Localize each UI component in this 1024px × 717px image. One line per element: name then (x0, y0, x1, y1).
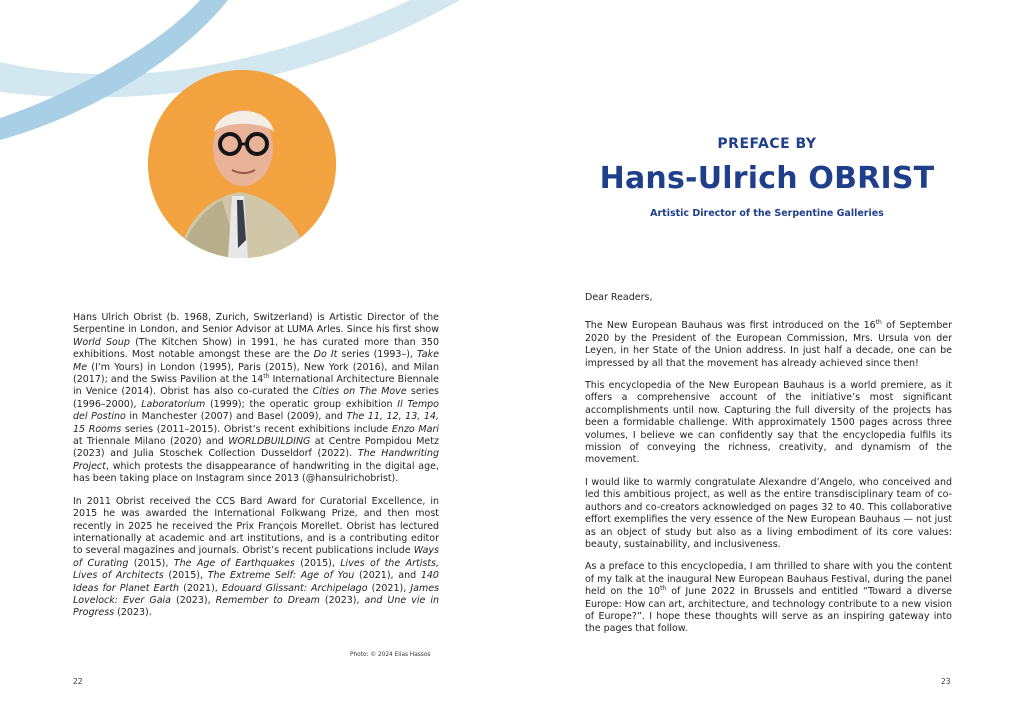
text-run: of June 2022 in Brussels and entitled “Toward a diverse Europe: How can art, architecture, and technology contribute to a new vision of Europe?”. I hope these thoughts will serve as an inspiring gateway into the pages that follow. (585, 586, 952, 635)
text-run: th (660, 584, 667, 592)
text-run: WORLDBUILDING (228, 436, 311, 448)
preface-letter (585, 292, 952, 646)
photo-credit: Photo: © 2024 Elias Hassos (350, 652, 431, 658)
page-number-left: 22 (73, 677, 83, 686)
text-run: (2021), (367, 582, 411, 594)
author-name: Hans-Ulrich OBRIST (599, 161, 935, 196)
text-run: in Manchester (2007) and Basel (2009), and (125, 411, 347, 423)
text-run: The Extreme Self: Age of You (207, 570, 355, 582)
text-run: James Lovelock: Ever Gaia (73, 582, 440, 606)
text-run: (2015), (163, 570, 208, 582)
letter-paragraph-2 (585, 380, 952, 467)
text-run: Remember to Dream (215, 594, 320, 606)
text-run: , which protests the disappearance of handwriting in the digital age, has been taking place on Instagram since 2013 (@hansulrichobrist). (73, 460, 439, 485)
text-run: Laboratorium (141, 398, 206, 410)
text-run: (2023), (319, 594, 365, 606)
text-run: (2015), (294, 557, 341, 569)
text-run: Lives of the Artists, Lives of Architects (73, 557, 439, 582)
text-run: at Triennale Milano (2020) and (73, 436, 229, 448)
page-number-right: 23 (941, 677, 951, 686)
text-run: (2015), (128, 557, 174, 569)
text-run: th (263, 372, 270, 380)
letter-paragraph-1 (585, 320, 952, 370)
text-run: International Architecture Biennale in Venice (2014). Obrist has also co-curated the (73, 374, 440, 398)
letter-paragraph-3 (585, 477, 952, 551)
text-run: (2023). (114, 607, 152, 619)
text-run: The Handwriting Project (73, 448, 439, 472)
text-run: th (875, 319, 882, 327)
text-run: Edouard Glissant: Archipelago (221, 582, 368, 594)
text-run: Ways of Curating (73, 545, 439, 569)
text-run: 140 Ideas for Planet Earth (73, 570, 439, 594)
preface-label: PREFACE BY (717, 136, 817, 152)
biography (73, 312, 439, 630)
text-run: (2023), (170, 594, 216, 606)
letter-paragraph-4 (585, 561, 952, 635)
text-run: As a preface to this encyclopedia, I am thrilled to share with you the content of my talk at the inaugural New European Bauhaus Festival, during the panel held on the 10 (585, 561, 952, 598)
text-run: at Centre Pompidou Metz (2023) and Julia Stoschek Collection Dusseldorf (2022). (73, 436, 439, 460)
text-run: (2021), (179, 582, 222, 594)
text-run: Cities on The Move (312, 386, 407, 398)
portrait-icon (148, 70, 336, 258)
text-run: (The Kitchen Show) in 1991, he has curated more than 350 exhibitions. Most notable amongst these are the (73, 336, 439, 361)
salutation: Dear Readers, (585, 292, 653, 303)
text-run: World Soup (73, 336, 130, 348)
text-run: Il Tempo del Postino (73, 398, 439, 423)
text-run: series (1993–), (337, 349, 417, 361)
text-run: and Une vie in Progress (73, 594, 439, 619)
text-run: series (1996–2000), (73, 386, 439, 410)
author-role: Artistic Director of the Serpentine Galleries (650, 208, 884, 219)
text-run: In 2011 Obrist received the CCS Bard Award for Curatorial Excellence, in 2015 he was awarded the International Folkwang Prize, and then most recently in 2025 he received the Prix François Morellet. Obrist has lectured internationally at academic and art institutions, and is a contributing editor to several magazines and journals. Obrist’s recent publications include (73, 495, 439, 557)
text-run: Enzo Mari (391, 423, 439, 435)
text-run: The 11, 12, 13, 14, 15 Rooms (73, 411, 439, 435)
text-run: The Age of Earthquakes (173, 557, 295, 569)
text-run: The New European Bauhaus was first introduced on the 16 (585, 320, 876, 332)
text-run: of September 2020 by the President of the European Commission, Mrs. Ursula von der Leyen, in her State of the Union address. In just half a decade, one can be impressed by all that the movement has already achieved since then! (585, 320, 952, 369)
text-run: (I’m Yours) in London (1995), Paris (2015), New York (2016), and Milan (2017); and the Swiss Pavilion at the 14 (73, 361, 439, 386)
text-run: This encyclopedia of the New European Bauhaus is a world premiere, as it offers a comprehensive account of the initiative’s most significant accomplishments until now. Capturing the full diversity of the projects has been a formidable challenge. With approximately 1500 pages across three volumes, I believe we can confidently say that the encyclopedia fulfils its mission of conveying the richness, creativity, and dynamism of the movement. (585, 380, 952, 466)
preface-heading (584, 135, 950, 220)
text-run: I would like to warmly congratulate Alexandre d’Angelo, who conceived and led this ambitious project, as well as the entire transdisciplinary team of co-authors and co-creators acknowledged on pages 32 to 40. This collaborative effort exemplifies the very essence of the New European Bauhaus — not just as an object of study but also as a living embodiment of its core values: beauty, sustainability, and inclusiveness. (585, 476, 952, 550)
text-run: Do It (313, 349, 338, 361)
bio-paragraph-1 (73, 312, 439, 486)
text-run: (2021), and (354, 570, 421, 582)
text-run: Take Me (73, 349, 439, 373)
bio-paragraph-2 (73, 496, 439, 620)
portrait-photo (148, 70, 336, 258)
text-run: (1999); the operatic group exhibition (205, 398, 398, 410)
text-run: series (2011–2015). Obrist’s recent exhibitions include (121, 423, 392, 435)
text-run: Hans Ulrich Obrist (b. 1968, Zurich, Switzerland) is Artistic Director of the Serpentine in London, and Senior Advisor at LUMA Arles. Since his first show (73, 312, 439, 336)
